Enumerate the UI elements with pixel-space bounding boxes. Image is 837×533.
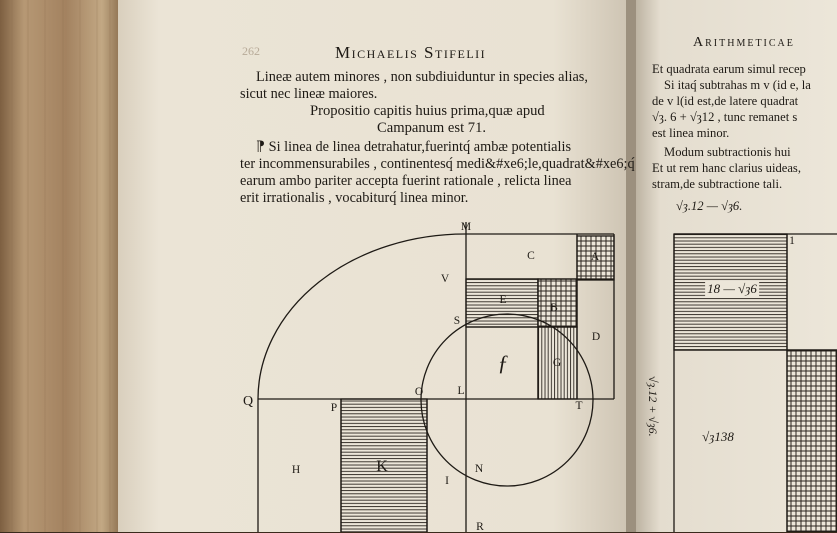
text-line: ter incommensurabiles , continentesq́ medi&#xe6;le,quadrat&#xe6;q́ [240,156,635,172]
text-line: erit irrationalis , vocabiturq́ linea minor. [240,190,469,206]
text-line: stram,de subtractione tali. [652,177,783,191]
figure-label-n: N [474,463,484,475]
right-page-header: Arithmeticae [693,35,795,50]
figure-label-k: K [376,458,388,475]
figure-label-g: G [552,357,562,369]
right-figure-sqrt-label: √ȝ138 [702,429,734,444]
page-number: 262 [242,44,260,58]
right-figure-label-1: 1 [789,235,795,247]
figure-label-s: S [453,315,461,327]
figure-label-i: I [445,475,449,487]
text-line: √ȝ. 6 + √ȝ12 , tunc remanet s [652,110,798,124]
figure-label-r: R [476,521,484,533]
figure-label-q: Q [242,394,254,409]
right-figure-box-label: 18 — √ȝ6 [707,281,757,296]
figure-label-v: V [440,273,450,285]
figure-label-f: ƒ [497,350,509,375]
text-line: sicut nec lineæ maiores. [240,86,378,102]
figure-label-b: B [550,302,558,314]
figure-label-e: E [499,294,507,306]
text-line: Campanum est 71. [377,120,487,136]
text-line: Modum subtractionis hui [664,145,791,159]
text-line: Propositio capitis huius prima,quæ apud [310,103,545,119]
text-line: est linea minor. [652,126,730,140]
figure-label-m: M [460,221,472,233]
text-line: Lineæ autem minores , non subdiuiduntur in species alias, [256,69,588,85]
text-line: de v l(id est,de latere quadrat [652,94,799,108]
figure-label-l: L [457,385,465,397]
figure-label-h: H [291,464,301,476]
figure-label-c: C [527,250,535,262]
figure-label-d: D [591,331,601,343]
text-line: Et quadrata earum simul recep [652,62,806,76]
formula: √ȝ.12 — √ȝ6. [676,199,743,213]
text-line: ⁋ Si linea de linea detrahatur,fuerintq́ ambæ potentialis [256,139,572,155]
figure-label-o: O [414,386,424,398]
text-line: earum ambo pariter accepta fuerint rationale , relicta linea [240,173,572,189]
book-page-edges [0,0,120,532]
figure-label-p: P [330,402,338,414]
right-figure-vertical-label: √ȝ.12 + √ȝ6. [646,376,660,437]
left-page-header: Michaelis Stifelii [335,43,487,62]
text-line: Et ut rem hanc clarius uideas, [652,161,801,175]
figure-label-a: A [590,251,600,263]
text-line: Si itaq́ subtrahas m v (id e, la [664,78,811,92]
figure-label-t: T [575,400,583,412]
